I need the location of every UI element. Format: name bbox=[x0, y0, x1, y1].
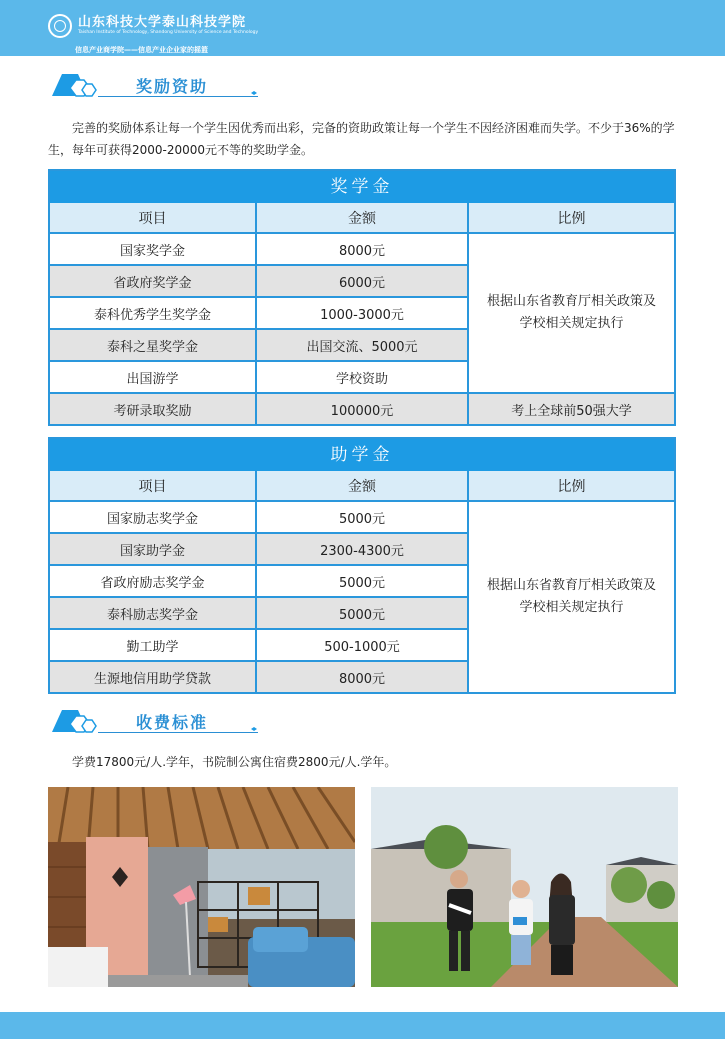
grant-amount: 5000元 bbox=[257, 502, 469, 534]
scholarship-item: 考研录取奖励 bbox=[50, 394, 257, 424]
scholarship-amount: 学校资助 bbox=[257, 362, 469, 394]
grant-amount: 5000元 bbox=[257, 598, 469, 630]
grant-item: 生源地信用助学贷款 bbox=[50, 662, 257, 692]
awards-intro-paragraph: 完善的奖励体系让每一个学生因优秀而出彩，完备的资助政策让每一个学生不因经济困难而失学。不少于36%的学生，每年可获得2000-20000元不等的奖助学金。 bbox=[48, 121, 675, 157]
section-title-awards: 奖励资助 bbox=[136, 77, 209, 96]
library-interior-photo bbox=[48, 787, 355, 987]
scholarship-caption: 奖学金 bbox=[50, 171, 674, 203]
scholarship-amount: 8000元 bbox=[257, 234, 469, 266]
grant-item: 国家励志奖学金 bbox=[50, 502, 257, 534]
header-slogan: 信息产业商学院——信息产业企业家的摇篮 bbox=[75, 46, 208, 54]
scholarship-item: 国家奖学金 bbox=[50, 234, 257, 266]
scholarship-amount: 6000元 bbox=[257, 266, 469, 298]
grant-item: 泰科励志奖学金 bbox=[50, 598, 257, 630]
school-name-cn: 山东科技大学泰山科技学院 bbox=[78, 15, 247, 30]
header-item: 项目 bbox=[50, 471, 257, 502]
scholarship-amount: 100000元 bbox=[257, 394, 469, 424]
scholarship-item: 泰科优秀学生奖学金 bbox=[50, 298, 257, 330]
school-name-en: Taishan Institute of Technology, Shandong University of Science and Technology bbox=[78, 30, 259, 35]
scholarship-amount: 出国交流、5000元 bbox=[257, 330, 469, 362]
header-item: 项目 bbox=[50, 203, 257, 234]
grant-caption: 助学金 bbox=[50, 439, 674, 471]
grant-item: 省政府励志奖学金 bbox=[50, 566, 257, 598]
scholarship-table bbox=[48, 169, 676, 426]
header-ratio: 比例 bbox=[469, 203, 674, 234]
section-title-fees: 收费标准 bbox=[136, 713, 209, 732]
grant-item: 勤工助学 bbox=[50, 630, 257, 662]
scholarship-amount: 1000-3000元 bbox=[257, 298, 469, 330]
section-heading-awards bbox=[48, 68, 268, 104]
footer-bar bbox=[0, 1012, 725, 1039]
school-logo bbox=[48, 14, 258, 38]
scholarship-policy-note: 根据山东省教育厅相关政策及学校相关规定执行 bbox=[469, 234, 674, 394]
grant-table bbox=[48, 437, 676, 694]
grant-amount: 2300-4300元 bbox=[257, 534, 469, 566]
fees-paragraph: 学费17800元/人.学年，书院制公寓住宿费2800元/人.学年。 bbox=[72, 755, 397, 769]
grant-amount: 8000元 bbox=[257, 662, 469, 692]
grant-item: 国家助学金 bbox=[50, 534, 257, 566]
grant-amount: 5000元 bbox=[257, 566, 469, 598]
header-amount: 金额 bbox=[257, 471, 469, 502]
header-amount: 金额 bbox=[257, 203, 469, 234]
scholarship-top50-note: 考上全球前50强大学 bbox=[469, 394, 674, 424]
scholarship-item: 省政府奖学金 bbox=[50, 266, 257, 298]
students-campus-photo bbox=[371, 787, 678, 987]
grant-policy-note: 根据山东省教育厅相关政策及学校相关规定执行 bbox=[487, 578, 657, 615]
header-ratio: 比例 bbox=[469, 471, 674, 502]
section-heading-fees bbox=[48, 704, 268, 740]
grant-amount: 500-1000元 bbox=[257, 630, 469, 662]
school-seal-icon bbox=[48, 14, 72, 38]
scholarship-item: 泰科之星奖学金 bbox=[50, 330, 257, 362]
scholarship-item: 出国游学 bbox=[50, 362, 257, 394]
